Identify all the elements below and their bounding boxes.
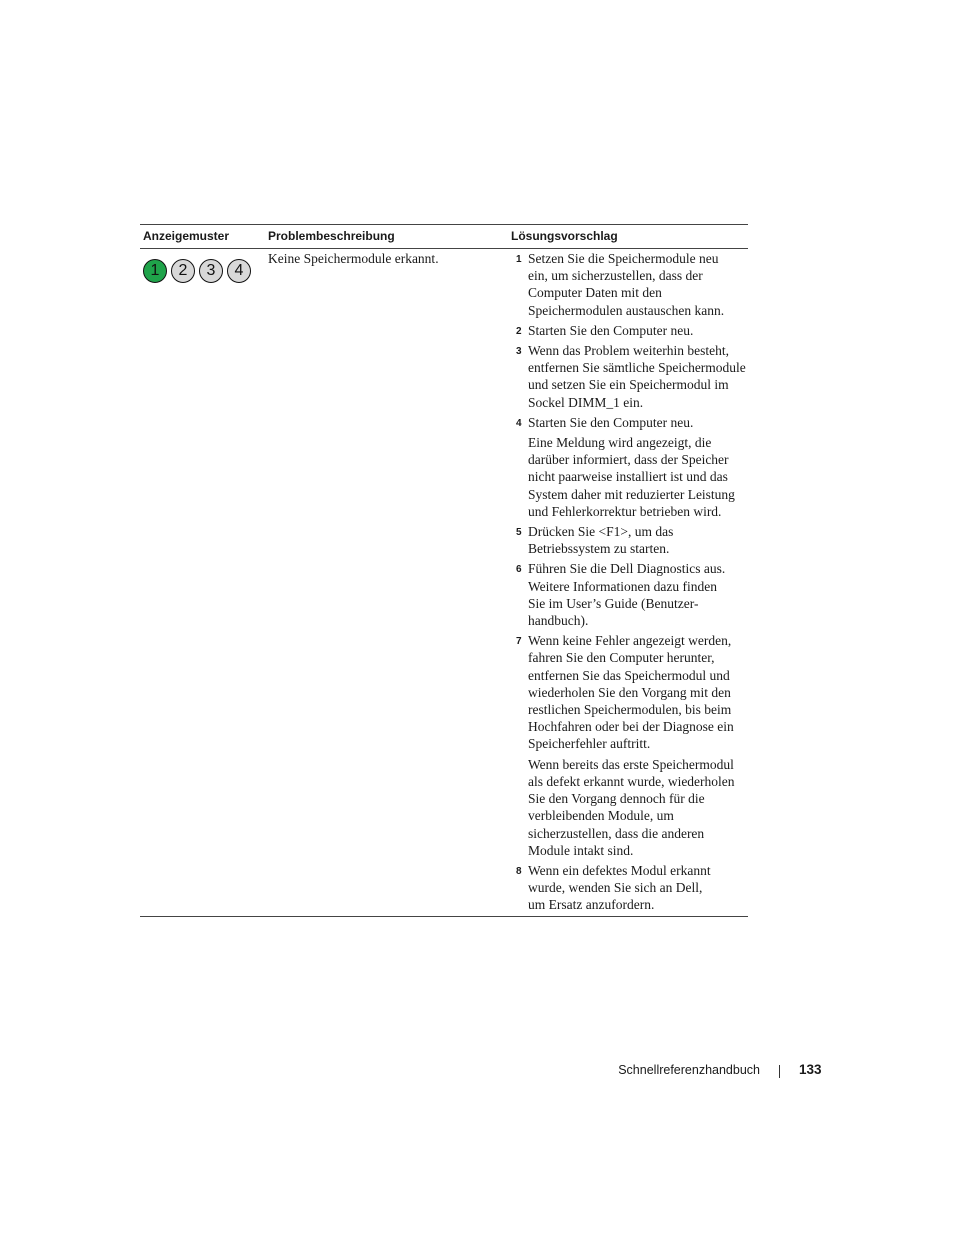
- page-number: 133: [799, 1062, 822, 1077]
- problem-description: Keine Speichermodule erkannt.: [268, 251, 439, 266]
- step-text: Wenn keine Fehler angezeigt werden, fahren Sie den Computer herunter, entfernen Sie das Speichermodul und wiederholen Sie den Vorgang mit den restlichen Speichermodulen, bis beim Hochfahren oder bei der Diagnose ein Speicherfehler auftritt.: [528, 633, 734, 752]
- footer-separator: [779, 1065, 780, 1078]
- step-text: Starten Sie den Computer neu.: [528, 414, 694, 430]
- footer-title: Schnellreferenzhandbuch: [618, 1063, 760, 1077]
- solution-step: [516, 342, 746, 411]
- solution-step: [516, 322, 746, 339]
- led-1-icon: 1: [143, 259, 167, 283]
- solution-step: [516, 632, 746, 752]
- step-number: 1: [516, 254, 522, 265]
- step-text: Führen Sie die Dell Diagnostics aus. Weitere Informationen dazu finden Sie im User’s Guide (Benutzer- handbuch).: [528, 561, 726, 629]
- header-pattern: Anzeigemuster: [143, 229, 230, 243]
- header-solution: Lösungsvorschlag: [511, 229, 618, 243]
- step-number: 6: [516, 564, 522, 576]
- step-number: 8: [516, 865, 522, 877]
- solution-step: [516, 862, 746, 914]
- step-number: 7: [516, 636, 522, 648]
- diagnostic-table: [140, 224, 748, 917]
- solution-note: [516, 434, 746, 520]
- table-row: [140, 249, 748, 916]
- step-text: Starten Sie den Computer neu.: [528, 322, 694, 338]
- step-number: 5: [516, 527, 522, 539]
- step-text: Drücken Sie <F1>, um das Betriebssystem zu starten.: [528, 524, 674, 557]
- led-3-icon: 3: [199, 259, 223, 283]
- solution-note: [516, 756, 746, 859]
- table-header: [140, 225, 748, 249]
- step-text: Wenn ein defektes Modul erkannt wurde, wenden Sie sich an Dell, um Ersatz anzufordern.: [528, 862, 711, 913]
- step-text: Wenn bereits das erste Speichermodul als defekt erkannt wurde, wiederholen Sie den Vorgang dennoch für die verbleibenden Module, um sicherzustellen, dass die anderen Module intakt sind.: [528, 756, 735, 858]
- step-number: 2: [516, 325, 522, 337]
- solution-step: [516, 523, 746, 557]
- solution-step: [516, 414, 746, 431]
- header-problem: Problembeschreibung: [268, 229, 395, 243]
- step-text: Eine Meldung wird angezeigt, die darüber informiert, dass der Speicher nicht paarweise installiert ist und das System daher mit reduzierter Leistung und Fehlerkorrektur betrieben wird.: [528, 435, 735, 519]
- step-number: 3: [516, 346, 522, 358]
- led-2-icon: 2: [171, 259, 195, 283]
- step-text: Wenn das Problem weiterhin besteht, entfernen Sie sämtliche Speichermodule und setzen Sie ein Speichermodul im Sockel DIMM_1 ein.: [528, 343, 746, 410]
- page-footer: [0, 1062, 954, 1082]
- solution-step: [516, 560, 746, 629]
- led-4-icon: 4: [227, 259, 251, 283]
- solution-steps: [516, 250, 746, 917]
- step-text: Setzen Sie die Speichermodule neu ein, um sicherzustellen, dass der Computer Daten mit den Speichermodulen austauschen kann.: [528, 251, 725, 318]
- step-number: 4: [516, 417, 522, 429]
- led-pattern: [143, 259, 255, 283]
- solution-step: [516, 250, 746, 319]
